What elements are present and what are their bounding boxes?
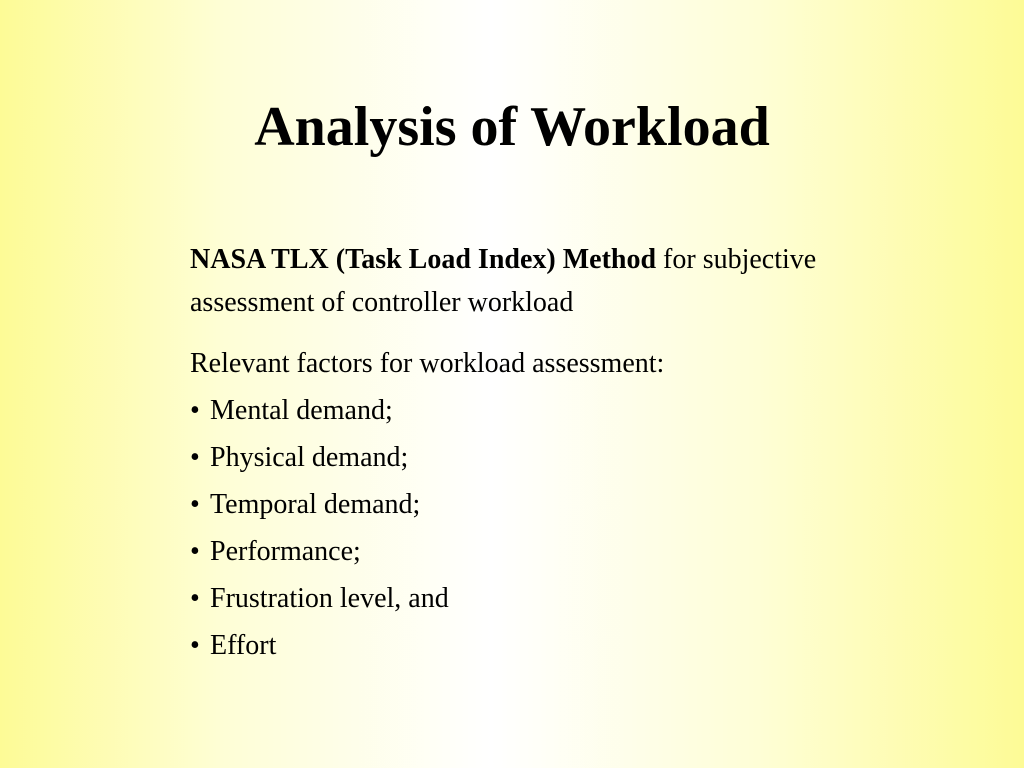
bullet-icon: • [190,395,200,426]
list-item [190,434,830,481]
slide-body [190,238,830,669]
bullet-icon: • [190,583,200,614]
factor-label: Temporal demand; [210,489,421,520]
factor-label: Physical demand; [210,442,409,473]
index-name: Task Load Index [345,244,547,275]
bullet-icon: • [190,442,200,473]
factors-list [190,387,830,669]
bullet-icon: • [190,489,200,520]
list-item [190,575,830,622]
paren-close: ) [546,244,563,275]
factor-label: Frustration level, and [210,583,449,614]
factor-label: Performance; [210,536,361,567]
method-word: Method [562,244,657,275]
method-description-rest: for subjective assessment of controller workload [190,244,817,318]
paren-open: ( [328,244,346,275]
factor-label: Mental demand; [210,395,393,426]
bullet-icon: • [190,630,200,661]
factors-heading: Relevant factors for workload assessment: [190,348,665,379]
list-item [190,387,830,434]
method-name: NASA TLX [190,244,329,275]
bullet-icon: • [190,536,200,567]
factor-label: Effort [210,630,277,661]
list-item [190,528,830,575]
method-description [190,238,830,324]
slide-title: Analysis of Workload [254,96,770,158]
list-item [190,622,830,669]
list-item [190,481,830,528]
